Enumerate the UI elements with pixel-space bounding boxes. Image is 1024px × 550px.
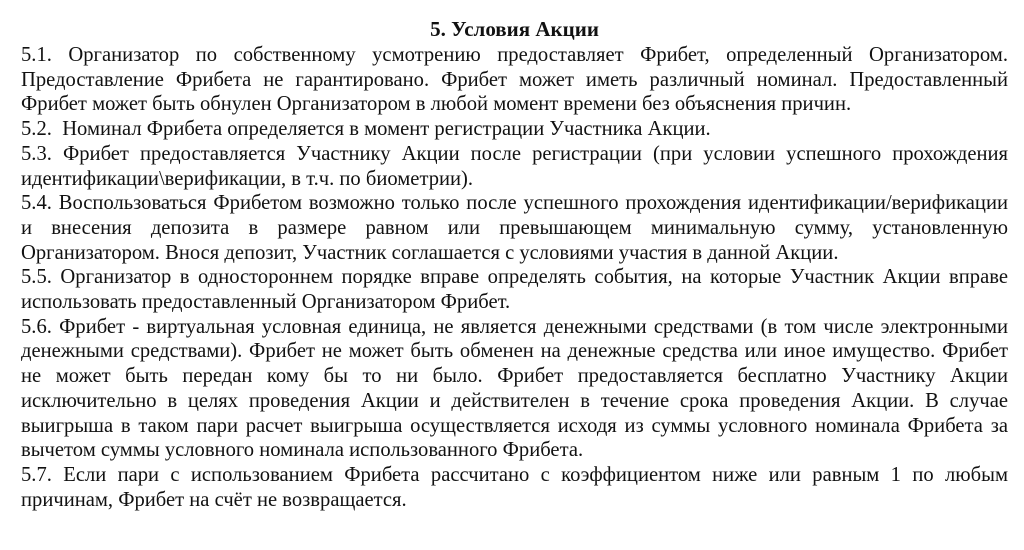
clause-text: Организатор в одностороннем порядке вправе определять события, на которые Участник Акции вправе использовать предоставленный Организатором Фрибет. [21,266,1008,314]
clause-text: Фрибет - виртуальная условная единица, не является денежными средствами (в том числе электронными денежными средствами). Фрибет не может быть обменен на денежные средства или иное имущество. Фрибет не может быть передан кому бы то ни было. Фрибет предоставляется бесплатно Участнику Акции исключительно в целях проведения Акции и действителен в течение срока проведения Акции. В случае выигрыша в таком пари расчет выигрыша осуществляется исходя из суммы условного номинала Фрибета за вычетом суммы условного номинала использованного Фрибета. [21,315,1008,462]
clause-text: Если пари с использованием Фрибета рассчитано с коэффициентом ниже или равным 1 по любым причинам, Фрибет на счёт не возвращается. [21,463,1008,511]
clause-5-7 [21,463,1008,512]
clause-5-2 [21,117,1008,142]
clause-5-5 [21,265,1008,314]
clause-5-6 [21,315,1008,463]
clause-number: 5.4. [21,192,52,215]
clause-5-3 [21,142,1008,191]
clause-text: Организатор по собственному усмотрению предоставляет Фрибет, определенный Организатором. Предоставление Фрибета не гарантировано. Фрибет может иметь различный номинал. Предоставленный Фрибет может быть обнулен Организатором в любой момент времени без объяснения причин. [21,44,1008,116]
section-title: 5. Условия Акции [430,17,599,41]
clause-number: 5.6. [21,315,52,338]
clause-5-1 [21,43,1008,117]
clause-text: Фрибет предоставляется Участнику Акции после регистрации (при условии успешного прохождения идентификации\верификации, в т.ч. по биометрии). [21,142,1008,190]
clause-number: 5.3. [21,142,52,165]
clause-number: 5.2. [21,118,52,141]
clause-text: Номинал Фрибета определяется в момент регистрации Участника Акции. [62,118,711,141]
clause-number: 5.7. [21,463,52,486]
clause-5-4 [21,191,1008,265]
clause-text: Воспользоваться Фрибетом возможно только после успешного прохождения идентификации/верификации и внесения депозита в размере равном или превышающем минимальную сумму, установленную Организатором. Внося депозит, Участник соглашается с условиями участия в данной Акции. [21,192,1008,264]
clause-number: 5.1. [21,44,52,66]
clause-number: 5.5. [21,266,52,289]
